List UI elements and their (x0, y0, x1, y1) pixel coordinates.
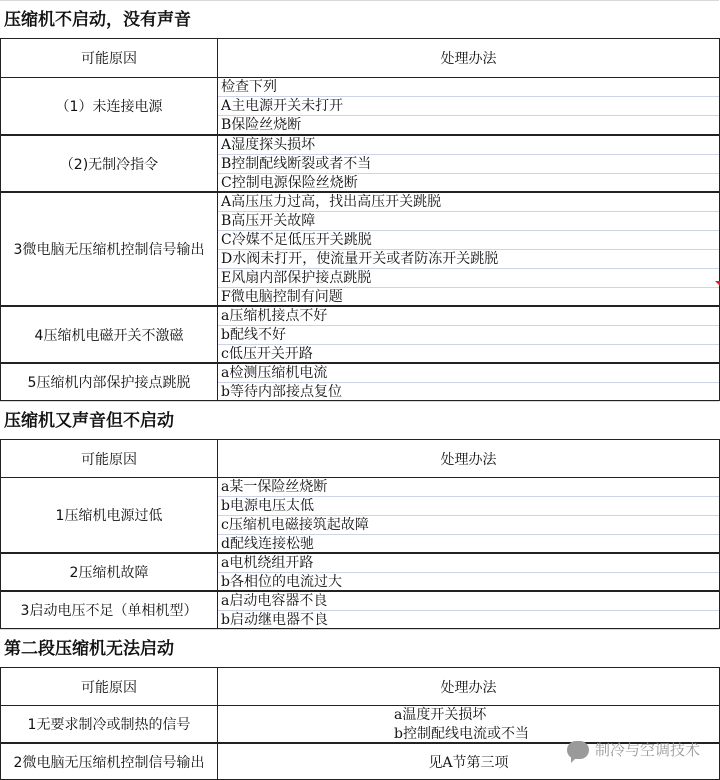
watermark (567, 739, 700, 760)
method-line: 检查下列 (218, 78, 719, 97)
cause-cell: 2微电脑无压缩机控制信号输出 (0, 743, 217, 780)
table-row (0, 192, 720, 306)
header-cause: 可能原因 (0, 667, 217, 705)
header-method: 处理办法 (217, 38, 720, 77)
method-line: A湿度探头损坏 (218, 136, 719, 155)
method-line: b配线不好 (218, 326, 719, 345)
method-cell (217, 477, 720, 553)
section-title-3: 第二段压缩机无法启动 (0, 629, 719, 667)
table-row (0, 306, 720, 363)
method-line: C控制电源保险丝烧断 (221, 175, 358, 191)
method-line: c低压开关开路 (221, 346, 313, 362)
method-line: d配线连接松驰 (221, 536, 314, 552)
method-cell (217, 363, 720, 401)
method-line: a电机绕组开路 (218, 554, 719, 573)
method-line: F微电脑控制有问题 (221, 289, 343, 305)
table-row (0, 591, 720, 629)
method-line: D水阀未打开，使流量开关或者防冻开关跳脱 (218, 250, 719, 269)
table-header (0, 38, 720, 77)
table-row (0, 553, 720, 591)
watermark-text: 制冷与空调技术 (594, 741, 700, 759)
cause-cell: 2压缩机故障 (0, 553, 217, 591)
method-line: c压缩机电磁接筑起故障 (218, 516, 719, 535)
table-row (0, 77, 720, 135)
method-line: A高压压力过高，找出高压开关跳脱 (218, 193, 719, 212)
method-line: b启动继电器不良 (221, 612, 328, 628)
method-cell (217, 591, 720, 629)
table-header (0, 439, 720, 477)
method-line: E风扇内部保护接点跳脱 (218, 269, 719, 288)
method-line: b电源电压太低 (218, 497, 719, 516)
cause-cell: 1无要求制冷或制热的信号 (0, 705, 217, 743)
method-line: a检测压缩机电流 (218, 364, 719, 383)
table-row (0, 135, 720, 192)
method-line: a温度开关损坏 (394, 707, 487, 723)
comment-marker-icon (715, 281, 720, 286)
cause-cell: 4压缩机电磁开关不激磁 (0, 306, 217, 363)
header-cause: 可能原因 (0, 38, 217, 77)
method-cell (217, 77, 720, 135)
cause-cell: 5压缩机内部保护接点跳脱 (0, 363, 217, 401)
header-cause: 可能原因 (0, 439, 217, 477)
method-line: b等待内部接点复位 (221, 384, 342, 400)
cause-cell: （1）未连接电源 (0, 77, 217, 135)
method-line: a启动电容器不良 (218, 592, 719, 611)
cause-cell: 3微电脑无压缩机控制信号输出 (0, 192, 217, 306)
cause-cell: （2)无制冷指令 (0, 135, 217, 192)
method-line: C冷媒不足低压开关跳脱 (218, 231, 719, 250)
method-line: a压缩机接点不好 (218, 307, 719, 326)
method-line: A主电源开关未打开 (218, 97, 719, 116)
method-cell (217, 135, 720, 192)
method-line: B保险丝烧断 (221, 117, 302, 133)
header-method: 处理办法 (217, 667, 720, 705)
method-line: b控制配线电流或不当 (394, 726, 529, 742)
header-method: 处理办法 (217, 439, 720, 477)
method-line: a某一保险丝烧断 (218, 478, 719, 497)
method-line: b各相位的电流过大 (221, 574, 342, 590)
table-header (0, 667, 720, 705)
table-row (0, 705, 720, 743)
method-line: B高压开关故障 (218, 212, 719, 231)
section-title-1: 压缩机不启动，没有声音 (0, 0, 719, 38)
cause-cell: 1压缩机电源过低 (0, 477, 217, 553)
method-line: B控制配线断裂或者不当 (218, 155, 719, 174)
wechat-icon (567, 741, 589, 759)
table-row (0, 477, 720, 553)
method-cell (217, 553, 720, 591)
method-cell (217, 306, 720, 363)
table-row (0, 363, 720, 401)
method-cell (217, 705, 720, 743)
cause-cell: 3启动电压不足（单相机型） (0, 591, 217, 629)
method-cell: 见A节第三项 (217, 743, 720, 780)
section-title-2: 压缩机又声音但不启动 (0, 401, 719, 439)
method-cell (217, 192, 720, 306)
